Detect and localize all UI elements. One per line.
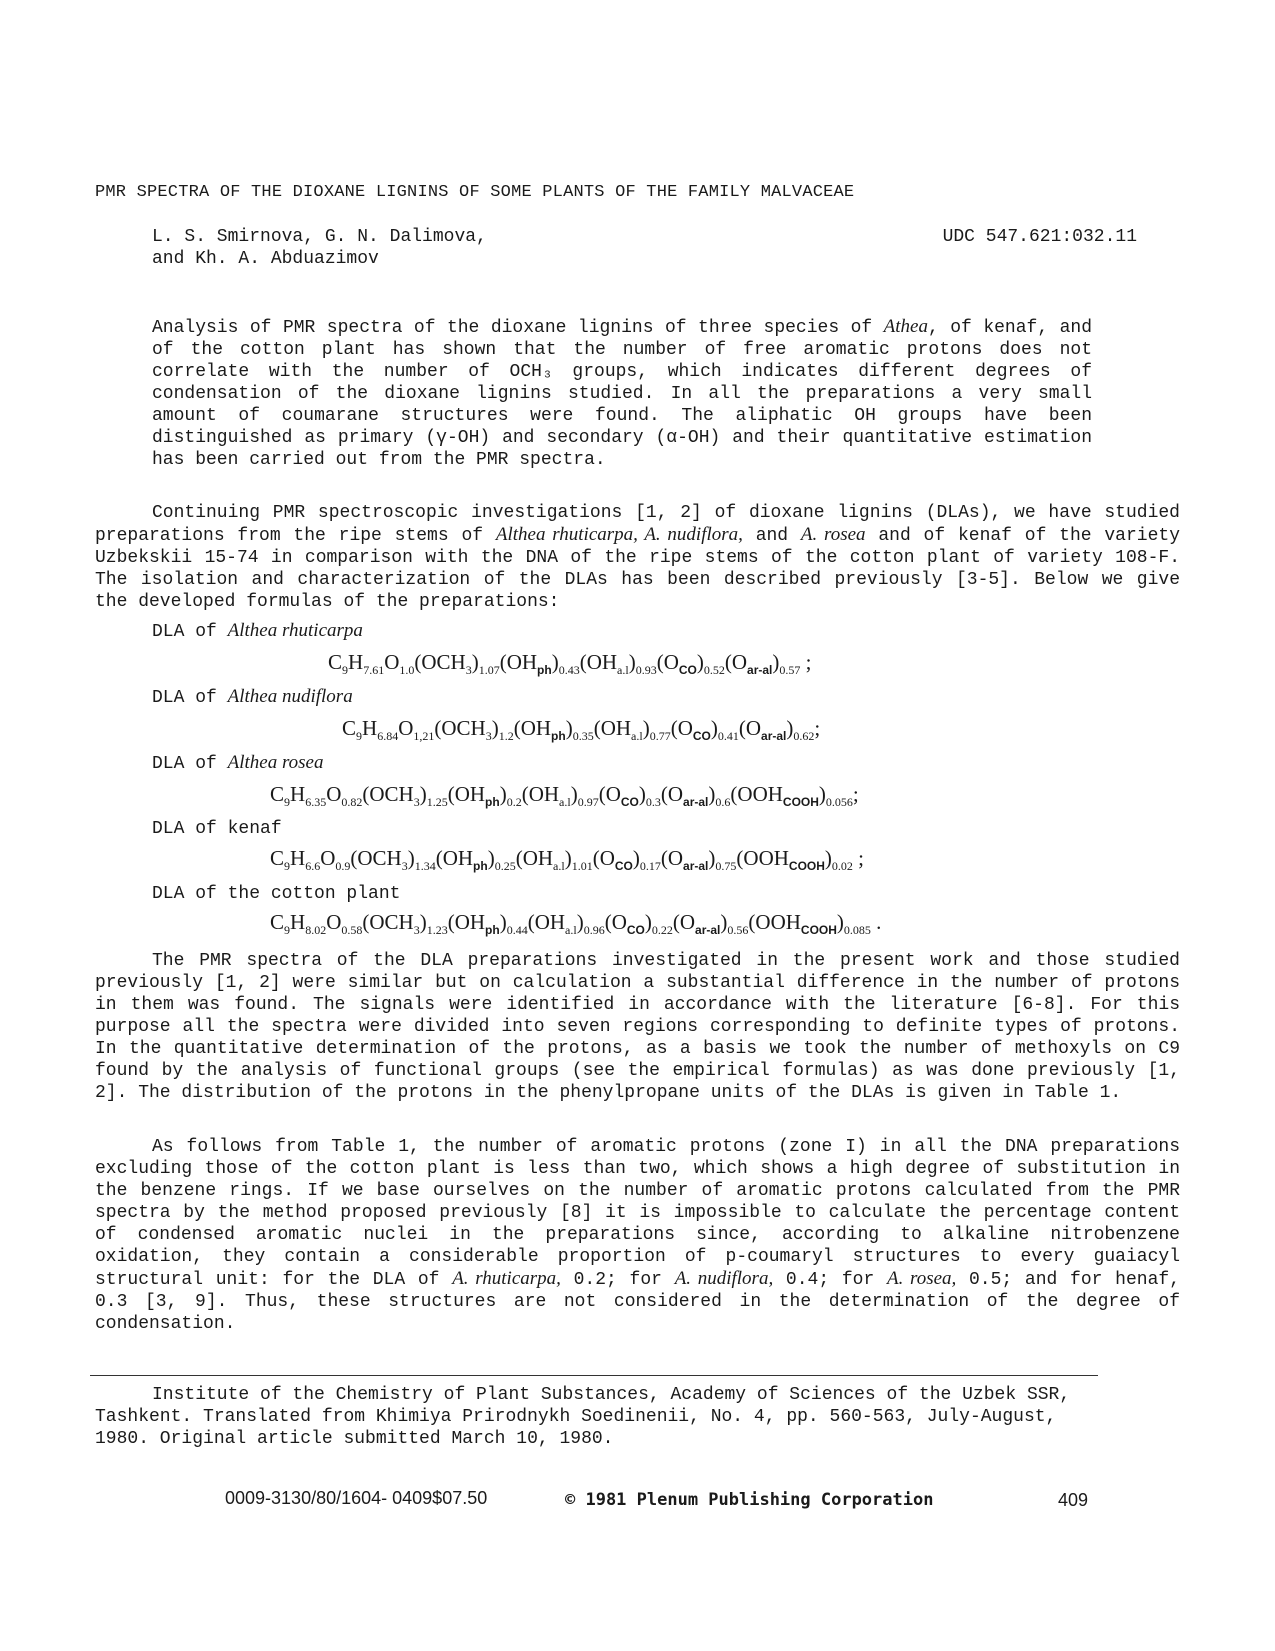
formula-term: ) xyxy=(708,782,716,806)
formula-term: (O xyxy=(660,846,684,870)
formula-subscript: ar-al xyxy=(683,859,709,873)
formula-term: ) xyxy=(818,782,826,806)
intro-species-1: Althea rhuticarpa, A. nudiflora, xyxy=(495,524,743,545)
formula-term: (O xyxy=(724,650,748,674)
empirical-formula xyxy=(270,782,859,810)
paragraph-3-species-1: A. rhuticarpa, xyxy=(452,1268,561,1289)
formula-subscript: 1.23 xyxy=(426,923,448,937)
formula-label-species: Althea rosea xyxy=(227,752,324,773)
formula-term: (O xyxy=(660,782,684,806)
formula-subscript: ar-al xyxy=(747,663,773,677)
formula-subscript: COOH xyxy=(800,923,837,937)
formula-subscript: ph xyxy=(537,663,552,677)
formula-term: ; xyxy=(852,846,864,870)
formula-term: ) xyxy=(642,716,650,740)
formula-term: (O xyxy=(738,716,762,740)
authors-line-2: and Kh. A. Abduazimov xyxy=(152,249,379,269)
formula-term: O xyxy=(326,910,342,934)
formula-label xyxy=(152,818,282,840)
authors-line-1: L. S. Smirnova, G. N. Dalimova, xyxy=(152,227,487,247)
formula-subscript: 3 xyxy=(485,729,492,743)
paragraph-3-species-2: A. nudiflora, xyxy=(674,1268,774,1289)
formula-label xyxy=(152,686,353,709)
formula-label xyxy=(152,883,400,905)
journal-code: 0009-3130/80/1604- 0409$07.50 xyxy=(225,1488,488,1508)
formula-subscript: 9 xyxy=(284,795,291,809)
formula-label-species: Althea rhuticarpa xyxy=(227,620,363,641)
formula-subscript: 0.9 xyxy=(335,859,351,873)
formula-term: O xyxy=(384,650,400,674)
formula-term: ) xyxy=(836,910,844,934)
paragraph-3 xyxy=(95,1136,1180,1335)
formula-term: (OH xyxy=(513,716,552,740)
udc-code: UDC 547.621:032.11 xyxy=(942,227,1137,247)
formula-subscript: 0.57 xyxy=(779,663,801,677)
formula-subscript: 1.01 xyxy=(571,859,593,873)
formula-label-prefix: DLA of the cotton plant xyxy=(152,884,401,904)
footnote: Institute of the Chemistry of Plant Substances, Academy of Sciences of the Uzbek SSR, Tashkent. Translated from Khimiya Prirodnykh Soedinenii, No. 4, pp. 560-563, July-August, 1980. Original article submitted March 10, 1980. xyxy=(95,1385,1071,1449)
formula-term: C xyxy=(270,782,285,806)
formula-term: ) xyxy=(419,910,427,934)
formula-term: ) xyxy=(824,846,832,870)
formula-term: ) xyxy=(499,910,507,934)
formula-subscript: 0.96 xyxy=(583,923,605,937)
formula-subscript: 3 xyxy=(401,859,408,873)
formula-subscript: 0.52 xyxy=(703,663,725,677)
formula-term: (OOH xyxy=(730,782,783,806)
formula-subscript: 0.085 xyxy=(843,923,871,937)
formula-subscript: 9 xyxy=(356,729,363,743)
empirical-formula xyxy=(270,846,864,874)
formula-subscript: 3 xyxy=(413,923,420,937)
formula-subscript: 6.35 xyxy=(305,795,327,809)
formula-term: ) xyxy=(564,846,572,870)
formula-subscript: 0.2 xyxy=(506,795,522,809)
formula-term: ) xyxy=(638,782,646,806)
empirical-formula xyxy=(342,716,820,744)
formula-subscript: ar-al xyxy=(761,729,787,743)
formula-subscript: a.l xyxy=(565,923,577,937)
paragraph-3-species-3: A. rosea, xyxy=(886,1268,957,1289)
formula-label-prefix: DLA of xyxy=(152,688,228,708)
formula-subscript: COOH xyxy=(788,859,825,873)
formula-subscript: 1.25 xyxy=(426,795,448,809)
formula-term: (OH xyxy=(499,650,538,674)
formula-subscript: 9 xyxy=(342,663,349,677)
formula-term: (OH xyxy=(521,782,560,806)
empirical-formula xyxy=(270,910,881,938)
formula-term: O xyxy=(320,846,336,870)
formula-term: (OH xyxy=(447,910,486,934)
formula-subscript: ar-al xyxy=(683,795,709,809)
formula-term: ) xyxy=(570,782,578,806)
formula-label xyxy=(152,752,324,775)
formula-subscript: 0.77 xyxy=(649,729,671,743)
formula-subscript: 0.97 xyxy=(577,795,599,809)
paper-title: PMR SPECTRA OF THE DIOXANE LIGNINS OF SOME PLANTS OF THE FAMILY MALVACEAE xyxy=(95,183,855,202)
formula-subscript: a.l xyxy=(617,663,629,677)
formula-subscript: a.l xyxy=(631,729,643,743)
formula-term: ) xyxy=(576,910,584,934)
formula-term: (OCH xyxy=(434,716,486,740)
formula-subscript: ph xyxy=(551,729,566,743)
formula-term: O xyxy=(398,716,414,740)
formula-term: ) xyxy=(551,650,559,674)
formula-term: ) xyxy=(710,716,718,740)
formula-subscript: 1.07 xyxy=(478,663,500,677)
formula-subscript: COOH xyxy=(782,795,819,809)
formula-term: ) xyxy=(628,650,636,674)
formula-subscript: a.l xyxy=(559,795,571,809)
formula-term: (O xyxy=(592,846,615,870)
formula-term: (O xyxy=(670,716,693,740)
formula-term: ; xyxy=(852,782,859,806)
formula-term: C xyxy=(342,716,357,740)
formula-subscript: 0.22 xyxy=(651,923,673,937)
intro-text-3: and of kenaf of the variety Uzbekskii 15-74 in comparison with the DNA of the ripe stems of the cotton plant of variety 108-F. The isolation and characterization of the DLAs has been described previously [3-5]. Below we give the developed formulas of the preparations: xyxy=(95,526,1180,612)
formula-subscript: 0.62 xyxy=(793,729,815,743)
formula-term: . xyxy=(870,910,882,934)
formula-term: ) xyxy=(720,910,728,934)
formula-subscript: CO xyxy=(614,859,633,873)
formula-subscript: ph xyxy=(485,795,500,809)
formula-term: ) xyxy=(471,650,479,674)
formula-term: (O xyxy=(598,782,621,806)
formula-subscript: 7.61 xyxy=(363,663,385,677)
formula-term: ) xyxy=(487,846,495,870)
paragraph-3-text-2: 0.2; for xyxy=(560,1270,675,1290)
formula-subscript: 9 xyxy=(284,923,291,937)
formula-subscript: 6.84 xyxy=(377,729,399,743)
intro-species-2: A. rosea xyxy=(800,524,866,545)
formula-term: (OCH xyxy=(362,782,414,806)
formula-term: H xyxy=(362,716,378,740)
formula-term: O xyxy=(326,782,342,806)
formula-term: ) xyxy=(632,846,640,870)
formula-subscript: 0.43 xyxy=(558,663,580,677)
formula-term: ) xyxy=(407,846,415,870)
formula-subscript: 9 xyxy=(284,859,291,873)
paragraph-3-text-1: As follows from Table 1, the number of aromatic protons (zone I) in all the DNA preparations excluding those of the cotton plant is less than two, which shows a high degree of substitution in the benzene rings. If we base ourselves on the number of aromatic protons calculated from the PMR spectra by the method proposed previously [8] it is impossible to calculate the percentage content of condensed aromatic nuclei in the preparations since, according to alkaline nitrobenzene oxidation, they contain a considerable proportion of p-coumaryl structures to every guaiacyl structural unit: for the DLA of xyxy=(95,1137,1180,1290)
authors xyxy=(152,226,487,270)
formula-term: ; xyxy=(814,716,821,740)
formula-subscript: 0.82 xyxy=(341,795,363,809)
abstract xyxy=(152,316,1092,471)
formula-subscript: 0.75 xyxy=(715,859,737,873)
abstract-text-1: Analysis of PMR spectra of the dioxane lignins of three species of xyxy=(152,318,884,338)
formula-term: (OOH xyxy=(736,846,789,870)
formula-label-prefix: DLA of kenaf xyxy=(152,819,282,839)
formula-term: ) xyxy=(565,716,573,740)
formula-subscript: 0.17 xyxy=(639,859,661,873)
abstract-italic-genus: Athea xyxy=(883,316,928,337)
formula-subscript: CO xyxy=(620,795,639,809)
formula-subscript: ph xyxy=(485,923,500,937)
formula-term: ) xyxy=(786,716,794,740)
formula-term: (O xyxy=(656,650,679,674)
footnote-divider xyxy=(90,1375,1098,1376)
intro-text-2: and xyxy=(742,526,801,546)
formula-subscript: a.l xyxy=(553,859,565,873)
formula-label-prefix: DLA of xyxy=(152,754,228,774)
formula-subscript: 0.25 xyxy=(494,859,516,873)
formula-term: (OH xyxy=(447,782,486,806)
formula-term: C xyxy=(328,650,343,674)
formula-term: (OCH xyxy=(414,650,466,674)
formula-label-species: Althea nudiflora xyxy=(227,686,353,707)
formula-term: C xyxy=(270,910,285,934)
formula-term: ) xyxy=(696,650,704,674)
formula-term: (O xyxy=(604,910,627,934)
formula-term: ) xyxy=(772,650,780,674)
formula-term: (OH xyxy=(515,846,554,870)
formula-subscript: 0.6 xyxy=(715,795,731,809)
formula-term: H xyxy=(290,910,306,934)
formula-subscript: 6.6 xyxy=(305,859,321,873)
formula-term: ) xyxy=(708,846,716,870)
paragraph-2: The PMR spectra of the DLA preparations investigated in the present work and those studied previously [1, 2] were similar but on calculation a substantial difference in the number of protons in them was found. The signals were identified in accordance with the literature [6-8]. For this purpose all the spectra were divided into seven regions corresponding to definite types of protons. In the quantitative determination of the protons, as a basis we took the number of methoxyls on C9 found by the analysis of functional groups (see the empirical formulas) as was done previously [1, 2]. The distribution of the protons in the phenylpropane units of the DLAs is given in Table 1. xyxy=(95,951,1180,1103)
formula-term: ) xyxy=(644,910,652,934)
intro-paragraph xyxy=(95,502,1180,613)
formula-subscript: 0.41 xyxy=(717,729,739,743)
formula-label xyxy=(152,620,363,643)
formula-subscript: 0.35 xyxy=(572,729,594,743)
formula-subscript: 0.44 xyxy=(506,923,528,937)
formula-term: (OCH xyxy=(350,846,402,870)
formula-term: C xyxy=(270,846,285,870)
formula-subscript: ar-al xyxy=(695,923,721,937)
formula-term: (OOH xyxy=(748,910,801,934)
abstract-text-2: , of kenaf, and of the cotton plant has shown that the number of free aromatic protons does not correlate with the number of OCH₃ groups, which indicates different degrees of condensation of the dioxane lignins studied. In all the preparations a very small amount of coumarane structures were found. The aliphatic OH groups have been distinguished as primary (γ-OH) and secondary (α-OH) and their quantitative estimation has been carried out from the PMR spectra. xyxy=(152,318,1092,470)
formula-subscript: 0.056 xyxy=(825,795,853,809)
formula-subscript: 8.02 xyxy=(305,923,327,937)
formula-subscript: 3 xyxy=(413,795,420,809)
formula-term: ) xyxy=(499,782,507,806)
formula-term: ) xyxy=(419,782,427,806)
formula-subscript: ph xyxy=(473,859,488,873)
formula-subscript: 0.58 xyxy=(341,923,363,937)
intro-text-1: Continuing PMR spectroscopic investigations [1, 2] of dioxane lignins (DLAs), we have studied preparations from the ripe stems of xyxy=(95,503,1180,546)
formula-subscript: 0.93 xyxy=(635,663,657,677)
paragraph-3-text-4: 0.5; and for henaf, 0.3 [3, 9]. Thus, these structures are not considered in the determination of the degree of condensation. xyxy=(95,1270,1180,1334)
formula-subscript: 0.02 xyxy=(831,859,853,873)
formula-term: H xyxy=(290,782,306,806)
formula-subscript: CO xyxy=(626,923,645,937)
empirical-formula xyxy=(328,650,812,678)
page-number: 409 xyxy=(1058,1490,1089,1510)
formula-term: (OH xyxy=(527,910,566,934)
formula-label-prefix: DLA of xyxy=(152,622,228,642)
paragraph-3-text-3: 0.4; for xyxy=(773,1270,887,1290)
formula-subscript: 1.0 xyxy=(399,663,415,677)
formula-term: (OCH xyxy=(362,910,414,934)
formula-subscript: 1.2 xyxy=(498,729,514,743)
formula-term: (OH xyxy=(579,650,618,674)
formula-subscript: CO xyxy=(692,729,711,743)
formula-term: (O xyxy=(672,910,696,934)
formula-term: (OH xyxy=(593,716,632,740)
formula-term: (OH xyxy=(435,846,474,870)
copyright: © 1981 Plenum Publishing Corporation xyxy=(565,1490,934,1510)
formula-subscript: 1.34 xyxy=(414,859,436,873)
formula-subscript: 0.56 xyxy=(727,923,749,937)
formula-term: ) xyxy=(491,716,499,740)
formula-term: H xyxy=(348,650,364,674)
formula-subscript: CO xyxy=(678,663,697,677)
formula-subscript: 3 xyxy=(465,663,472,677)
formula-term: ; xyxy=(800,650,812,674)
formula-subscript: 1,21 xyxy=(413,729,435,743)
formula-term: H xyxy=(290,846,306,870)
formula-subscript: 0.3 xyxy=(645,795,661,809)
